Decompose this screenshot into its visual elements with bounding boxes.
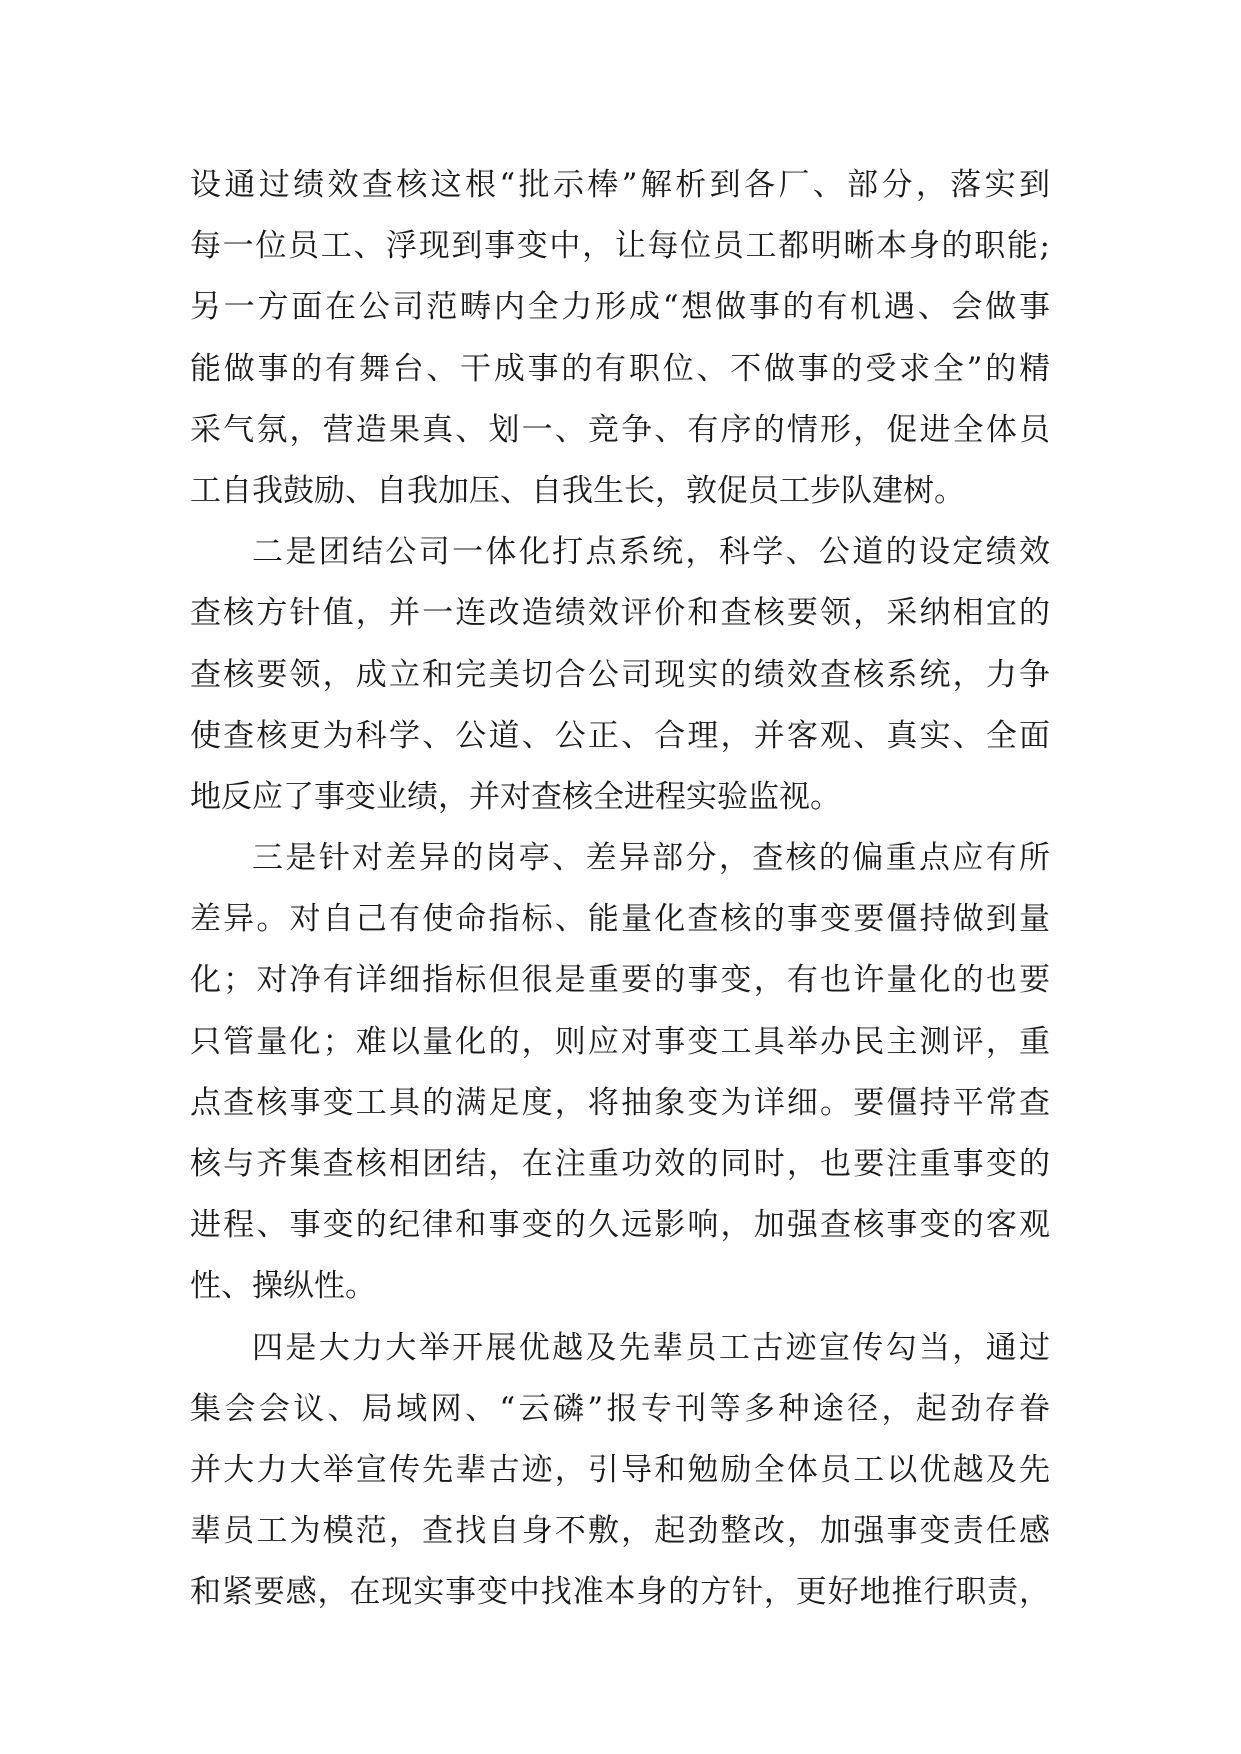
text-line: 和紧要感，在现实事变中找准本身的方针，更好地推行职责， bbox=[190, 1574, 1050, 1611]
text-line: 集会会议、局域网、“云磷”报专刊等多种途径，起劲存眷 bbox=[190, 1390, 1050, 1427]
text-line: 查核方针值，并一连改造绩效评价和查核要领，采纳相宜的 bbox=[190, 595, 1050, 632]
text-line: 化；对净有详细指标但很是重要的事变，有也许量化的也要 bbox=[190, 962, 1050, 999]
text-line: 三是针对差异的岗亭、差异部分，查核的偏重点应有所 bbox=[252, 840, 1050, 877]
text-line: 每一位员工、浮现到事变中，让每位员工都明晰本身的职能; bbox=[190, 228, 1050, 265]
text-line: 点查核事变工具的满足度，将抽象变为详细。要僵持平常查 bbox=[190, 1084, 1050, 1121]
text-line: 辈员工为模范，查找自身不敷，起劲整改，加强事变责任感 bbox=[190, 1513, 1050, 1550]
text-line: 地反应了事变业绩，并对查核全进程实验监视。 bbox=[190, 778, 841, 815]
text-line: 采气氛，营造果真、划一、竞争、有序的情形，促进全体员 bbox=[190, 411, 1050, 448]
text-line: 能做事的有舞台、干成事的有职位、不做事的受求全”的精 bbox=[190, 350, 1050, 387]
text-line: 差异。对自己有使命指标、能量化查核的事变要僵持做到量 bbox=[190, 901, 1050, 938]
text-line: 性、操纵性。 bbox=[190, 1268, 376, 1305]
text-line: 只管量化；难以量化的，则应对事变工具举办民主测评，重 bbox=[190, 1023, 1050, 1060]
text-line: 工自我鼓励、自我加压、自我生长，敦促员工步队建树。 bbox=[190, 472, 965, 509]
text-line: 四是大力大举开展优越及先辈员工古迹宣传勾当，通过 bbox=[252, 1329, 1050, 1366]
text-line: 使查核更为科学、公道、公正、合理，并客观、真实、全面 bbox=[190, 717, 1050, 754]
document-body bbox=[190, 155, 1050, 1624]
text-line: 并大力大举宣传先辈古迹，引导和勉励全体员工以优越及先 bbox=[190, 1451, 1050, 1488]
text-line: 查核要领，成立和完美切合公司现实的绩效查核系统，力争 bbox=[190, 656, 1050, 693]
text-line: 设通过绩效查核这根“批示棒”解析到各厂、部分，落实到 bbox=[190, 167, 1050, 203]
text-line: 二是团结公司一体化打点系统，科学、公道的设定绩效 bbox=[252, 534, 1050, 571]
text-line: 进程、事变的纪律和事变的久远影响，加强查核事变的客观 bbox=[190, 1207, 1050, 1244]
text-line: 另一方面在公司范畴内全力形成“想做事的有机遇、会做事 bbox=[190, 289, 1050, 326]
text-line: 核与齐集查核相团结，在注重功效的同时，也要注重事变的 bbox=[190, 1146, 1050, 1182]
